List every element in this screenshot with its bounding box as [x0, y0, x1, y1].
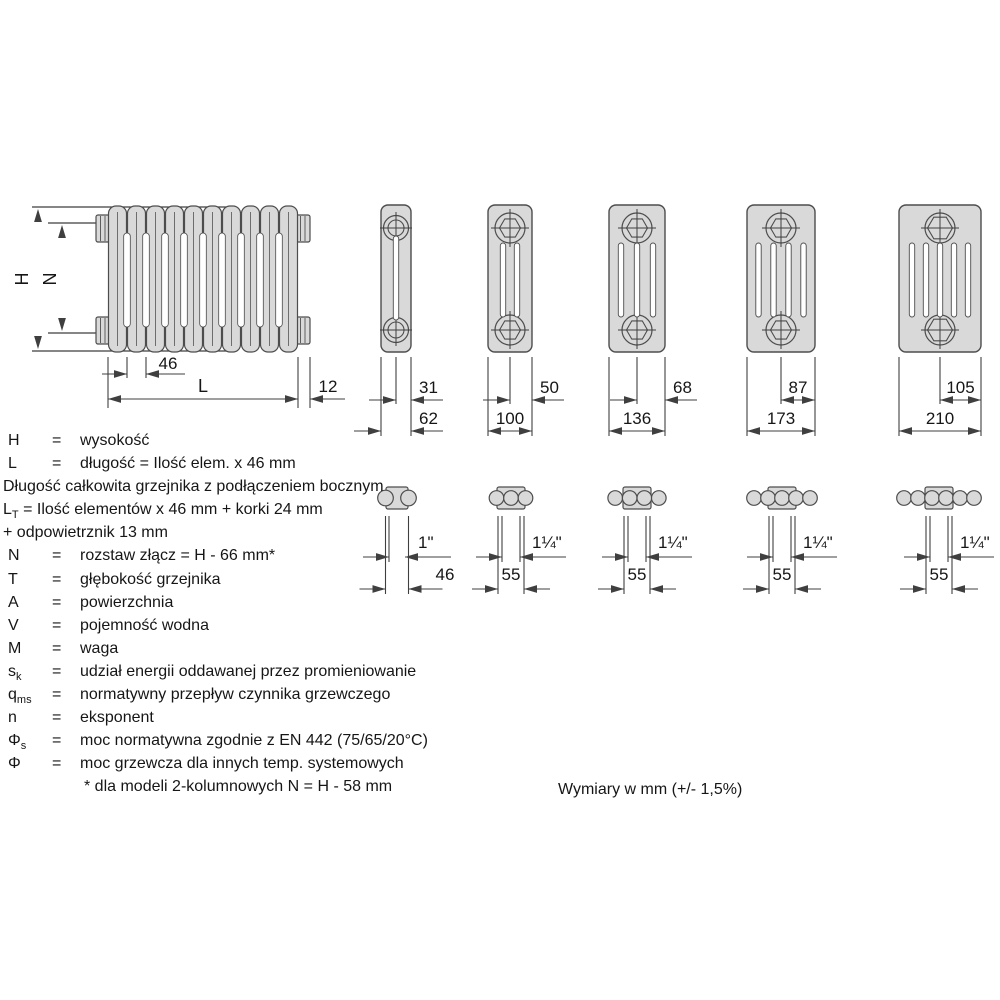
- legend-definition: wysokość: [80, 432, 150, 449]
- dim-arrow: [146, 370, 159, 378]
- legend-definition: rozstaw złącz = H - 66 mm*: [80, 547, 276, 565]
- legend-definition: moc normatywna zgodnie z EN 442 (75/65/20°C): [80, 732, 428, 750]
- thread-size-label: 1¼": [532, 533, 562, 552]
- top-view-column-circle: [637, 491, 652, 506]
- legend-symbol: M: [8, 639, 22, 657]
- legend-row: [3, 475, 488, 498]
- legend-symbol: n: [8, 709, 17, 727]
- dim-arrow: [802, 396, 815, 404]
- dim-arrow: [524, 585, 537, 593]
- connection-pitch-label: 55: [627, 565, 647, 584]
- section-slot: [771, 243, 776, 317]
- top-view-column-circle: [911, 491, 926, 506]
- dim-arrow: [519, 427, 532, 435]
- dim-arrow: [489, 553, 502, 561]
- top-view-column-circle: [761, 491, 776, 506]
- dim-arrow: [665, 396, 678, 404]
- legend-text: Długość całkowita grzejnika z podłączeniem bocznym: [3, 478, 384, 496]
- depth-label: 62: [419, 409, 438, 428]
- dim-arrow: [497, 396, 510, 404]
- dim-arrow: [285, 395, 298, 403]
- section-slot: [801, 243, 806, 317]
- top-view-column-circle: [953, 491, 968, 506]
- section-slot: [923, 243, 928, 317]
- connection-pitch-label: 46: [435, 565, 455, 584]
- depth-label: 136: [622, 409, 652, 428]
- legend-equals: =: [52, 639, 62, 657]
- thread-size-label: 1¼": [960, 533, 990, 552]
- dim-arrow: [615, 553, 628, 561]
- top-view-column-circle: [652, 491, 667, 506]
- top-view-column-circle: [504, 491, 519, 506]
- dim-arrow: [114, 370, 127, 378]
- top-view-column-circle: [939, 491, 954, 506]
- element-gap: [200, 233, 207, 327]
- dim-arrow: [611, 585, 624, 593]
- dim-arrow: [952, 585, 965, 593]
- element-gap: [276, 233, 283, 327]
- legend-definition: eksponent: [80, 709, 154, 727]
- section-slot: [514, 243, 519, 317]
- dim-arrow: [646, 553, 659, 561]
- half-depth-label: 87: [788, 378, 808, 397]
- legend-row: [8, 637, 488, 660]
- legend-definition: długość = Ilość elem. x 46 mm: [80, 455, 296, 473]
- length-label: L: [197, 376, 209, 396]
- legend-equals: =: [52, 686, 62, 704]
- dim-arrow: [652, 427, 665, 435]
- section-slot: [650, 243, 655, 317]
- dimensions-note: Wymiary w mm (+/- 1,5%): [558, 781, 743, 798]
- thread-size-label: 1": [418, 533, 434, 552]
- legend-row: [8, 752, 488, 775]
- section-slot: [618, 243, 623, 317]
- dim-arrow: [383, 396, 396, 404]
- legend-symbol: T: [8, 570, 18, 588]
- top-view-column-circle: [518, 491, 533, 506]
- legend-definition: udział energii oddawanej przez promieniowanie: [80, 662, 417, 680]
- dim-arrow: [913, 585, 926, 593]
- dim-arrow: [968, 427, 981, 435]
- legend-row: [8, 429, 488, 452]
- top-view-column-circle: [897, 491, 912, 506]
- legend-row: [8, 683, 488, 706]
- top-view-column-circle: [925, 491, 940, 506]
- dim-arrow: [532, 396, 545, 404]
- legend-row: [8, 591, 488, 614]
- section-slot: [500, 243, 505, 317]
- legend-symbol: $q_{ms}$: [8, 686, 32, 707]
- section-slot: [393, 236, 398, 320]
- dim-arrow: [58, 318, 66, 331]
- half-depth-label: 105: [946, 378, 975, 397]
- legend-text: * dla modeli 2-kolumnowych N = H - 58 mm: [84, 778, 393, 796]
- legend-row: [8, 660, 488, 683]
- legend-equals: =: [52, 616, 62, 634]
- section-slot: [937, 243, 942, 317]
- dim-arrow: [940, 396, 953, 404]
- legend-definition: pojemność wodna: [80, 616, 209, 634]
- section-slot: [756, 243, 761, 317]
- dim-arrow: [650, 585, 663, 593]
- legend-symbol: A: [8, 593, 19, 611]
- top-view-column-circle: [747, 491, 762, 506]
- top-view-column-circle: [608, 491, 623, 506]
- connection-pitch-label: 55: [929, 565, 949, 584]
- section-slot: [909, 243, 914, 317]
- dim-arrow: [520, 553, 533, 561]
- legend-row: [8, 729, 488, 752]
- dim-arrow: [802, 427, 815, 435]
- thread-size-label: 1¼": [658, 533, 688, 552]
- dim-arrow: [899, 427, 912, 435]
- legend-definition: powierzchnia: [80, 593, 174, 611]
- element-gap: [181, 233, 188, 327]
- dim-arrow: [34, 336, 42, 349]
- top-view-column-circle: [967, 491, 982, 506]
- legend: [3, 429, 488, 799]
- dim-arrow: [760, 553, 773, 561]
- top-view-column-circle: [789, 491, 804, 506]
- half-depth-label: 31: [419, 378, 438, 397]
- legend-symbol: V: [8, 616, 19, 634]
- dim-arrow: [948, 553, 961, 561]
- side-extension-label: 12: [318, 377, 338, 396]
- legend-definition: głębokość grzejnika: [80, 570, 221, 588]
- depth-label: 100: [495, 409, 525, 428]
- legend-text: $L_T$ = Ilość elementów x 46 mm + korki 24 mm: [3, 501, 323, 522]
- top-view-column-circle: [622, 491, 637, 506]
- legend-row: [8, 544, 488, 567]
- depth-label: 210: [925, 409, 955, 428]
- legend-symbol: N: [8, 547, 20, 565]
- legend-equals: =: [52, 755, 62, 773]
- legend-equals: =: [52, 593, 62, 611]
- legend-symbol: $s_k$: [8, 662, 22, 684]
- dim-arrow: [756, 585, 769, 593]
- legend-equals: =: [52, 709, 62, 727]
- legend-symbol: $\Phi_s$: [8, 732, 27, 753]
- legend-equals: =: [52, 570, 62, 588]
- element-gap: [238, 233, 245, 327]
- dim-arrow: [795, 585, 808, 593]
- depth-label: 173: [766, 409, 796, 428]
- dim-arrow: [624, 396, 637, 404]
- half-depth-label: 50: [540, 378, 559, 397]
- legend-equals: =: [52, 547, 62, 565]
- legend-equals: =: [52, 432, 62, 449]
- dim-arrow: [488, 427, 501, 435]
- element-gap: [143, 233, 150, 327]
- dim-arrow: [747, 427, 760, 435]
- section-slot: [634, 243, 639, 317]
- legend-row: [3, 521, 488, 544]
- element-gap: [124, 233, 131, 327]
- connection-pitch-label: 55: [501, 565, 521, 584]
- legend-equals: =: [52, 662, 62, 680]
- dim-arrow: [108, 395, 121, 403]
- legend-symbol: Φ: [8, 755, 21, 773]
- legend-definition: normatywny przepływ czynnika grzewczego: [80, 686, 391, 704]
- legend-row: [8, 706, 488, 729]
- legend-row: [3, 498, 488, 521]
- dim-arrow: [609, 427, 622, 435]
- connection-pitch-label: 55: [772, 565, 792, 584]
- legend-equals: =: [52, 732, 62, 750]
- legend-definition: moc grzewcza dla innych temp. systemowych: [80, 755, 404, 773]
- thread-size-label: 1¼": [803, 533, 833, 552]
- legend-symbol: L: [8, 455, 17, 473]
- element-gap: [219, 233, 226, 327]
- dim-arrow: [781, 396, 794, 404]
- element-gap: [162, 233, 169, 327]
- element-pitch-label: 46: [158, 354, 178, 373]
- connection-spacing-label: N: [40, 272, 60, 286]
- dim-arrow: [917, 553, 930, 561]
- dim-arrow: [968, 396, 981, 404]
- top-view-column-circle: [803, 491, 818, 506]
- element-gap: [257, 233, 264, 327]
- section-slot: [951, 243, 956, 317]
- section-slot: [786, 243, 791, 317]
- legend-text: + odpowietrznik 13 mm: [3, 524, 168, 542]
- top-view-column-circle: [489, 491, 504, 506]
- dim-arrow: [791, 553, 804, 561]
- dim-arrow: [411, 396, 424, 404]
- legend-definition: waga: [80, 639, 119, 657]
- section-slot: [965, 243, 970, 317]
- dim-arrow: [34, 209, 42, 222]
- dim-arrow: [310, 395, 323, 403]
- height-label: H: [12, 272, 32, 286]
- legend-row: [8, 568, 488, 591]
- legend-row: [8, 452, 488, 475]
- legend-row: [8, 614, 488, 637]
- legend-equals: =: [52, 455, 62, 473]
- dim-arrow: [58, 225, 66, 238]
- top-view-column-circle: [775, 491, 790, 506]
- legend-row: [8, 775, 488, 798]
- legend-symbol: H: [8, 432, 20, 449]
- half-depth-label: 68: [673, 378, 692, 397]
